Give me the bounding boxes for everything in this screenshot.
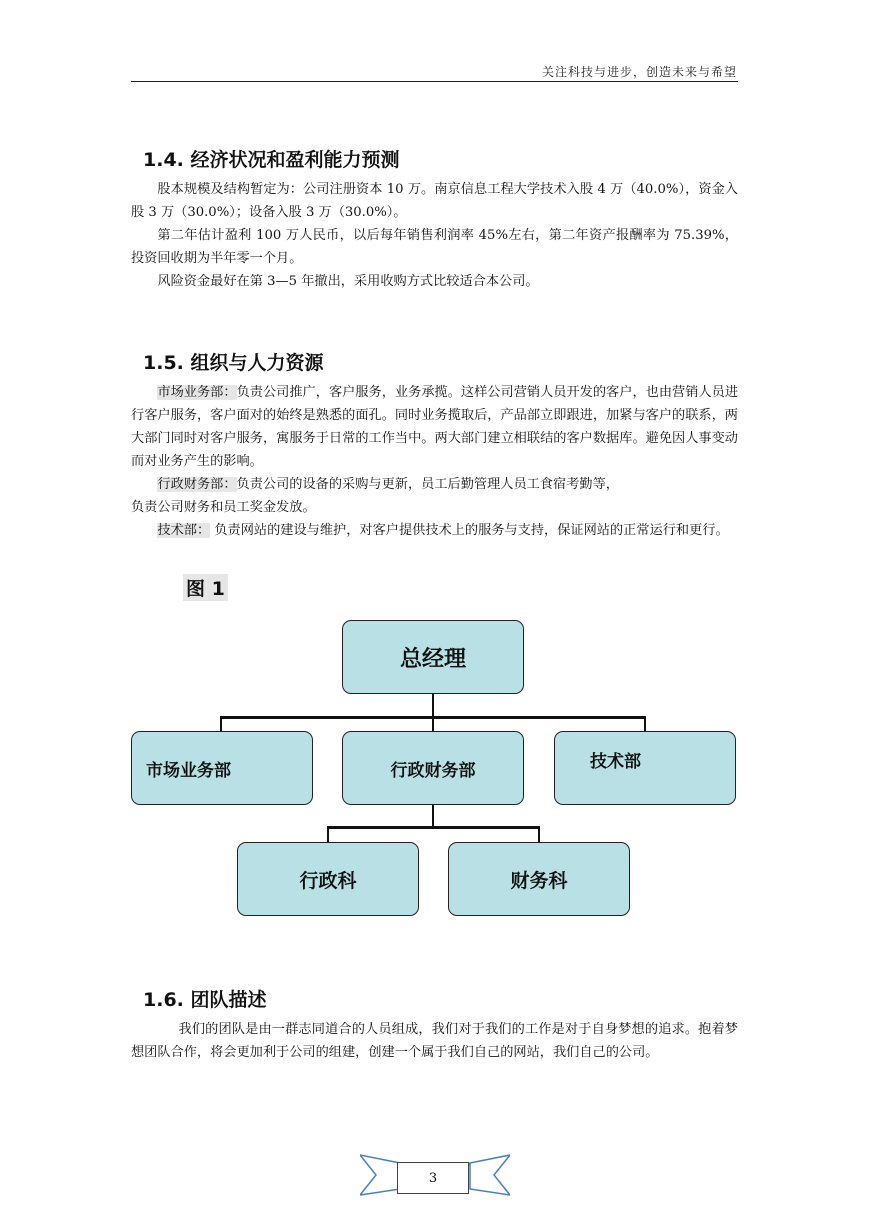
org-box-admin-finance-dept bbox=[342, 731, 524, 805]
paragraph-market-dept bbox=[131, 381, 738, 473]
section-heading-1-6: 1.6. 团队描述 bbox=[143, 989, 267, 1011]
header-rule bbox=[131, 81, 738, 82]
connector-tech bbox=[644, 716, 646, 732]
connector-admin-down bbox=[432, 804, 434, 828]
connector-sub-bar bbox=[327, 826, 540, 829]
connector-root bbox=[432, 693, 434, 717]
org-box-admin-section bbox=[237, 842, 419, 916]
connector-admin bbox=[432, 716, 434, 732]
paragraph-admin-finance-dept-cont: 负责公司财务和员工奖金发放。 bbox=[131, 500, 316, 515]
org-box-tech-dept bbox=[554, 731, 736, 805]
section-heading-1-5: 1.5. 组织与人力资源 bbox=[143, 352, 324, 374]
text-market-dept: 负责公司推广，客户服务，业务承揽。这样公司营销人员开发的客户，也由营销人员进行客户服务，客户面对的始终是熟悉的面孔。同时业务揽取后，产品部立即跟进，加紧与客户的联系，两大部门同时对客户服务，寓服务于日常的工作当中。两大部门建立相联结的客户数据库。避免因人事变动而对业务产生的影响。 bbox=[131, 385, 739, 469]
org-box-general-manager bbox=[342, 620, 524, 694]
connector-market bbox=[220, 716, 222, 732]
header-tagline: 关注科技与进步，创造未来与希望 bbox=[541, 65, 737, 79]
paragraph-team: 我们的团队是由一群志同道合的人员组成，我们对于我们的工作是对于自身梦想的追求。抱着梦想团队合作，将会更加利于公司的组建，创建一个属于我们自己的网站，我们自己的公司。 bbox=[131, 1022, 738, 1060]
org-label-admin-section: 行政科 bbox=[299, 869, 357, 892]
org-label-market-dept: 市场业务部 bbox=[146, 760, 231, 781]
paragraph-risk-capital: 风险资金最好在第 3—5 年撤出，采用收购方式比较适合本公司。 bbox=[157, 274, 539, 289]
section-heading-1-4: 1.4. 经济状况和盈利能力预测 bbox=[143, 149, 400, 171]
paragraph-equity: 股本规模及结构暂定为：公司注册资本 10 万。南京信息工程大学技术入股 4 万（40.0%），资金入股 3 万（30.0%）；设备入股 3 万（30.0%）。 bbox=[131, 182, 738, 220]
text-tech-dept: 负责网站的建设与维护，对客户提供技术上的服务与支持，保证网站的正常运行和更行。 bbox=[210, 523, 729, 538]
page-number: 3 bbox=[397, 1162, 469, 1194]
text-admin-finance-dept: 负责公司的设备的采购与更新，员工后勤管理人员工食宿考勤等， bbox=[236, 477, 619, 492]
org-label-admin-finance-dept: 行政财务部 bbox=[390, 760, 476, 781]
connector-sub-finance bbox=[538, 826, 540, 842]
org-box-finance-section bbox=[448, 842, 630, 916]
org-label-tech-dept: 技术部 bbox=[590, 752, 641, 772]
paragraph-tech-dept bbox=[131, 519, 738, 542]
org-label-general-manager: 总经理 bbox=[399, 645, 466, 672]
label-market-dept: 市场业务部： bbox=[157, 385, 237, 400]
org-box-market-dept bbox=[131, 731, 313, 805]
org-label-finance-section: 财务科 bbox=[510, 869, 568, 892]
figure-label: 图 1 bbox=[183, 574, 228, 601]
label-tech-dept: 技术部： bbox=[157, 523, 211, 538]
connector-sub-admin bbox=[327, 826, 329, 842]
paragraph-profit: 第二年估计盈利 100 万人民币，以后每年销售利润率 45%左右，第二年资产报酬率为 75.39%，投资回收期为半年零一个月。 bbox=[131, 228, 738, 266]
paragraph-admin-finance-dept bbox=[131, 473, 738, 496]
label-admin-finance-dept: 行政财务部： bbox=[157, 477, 237, 492]
